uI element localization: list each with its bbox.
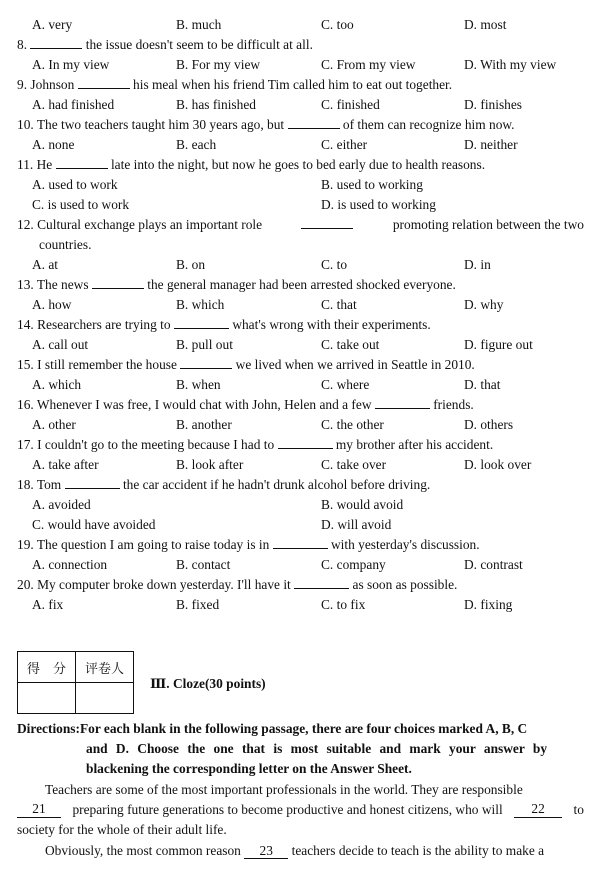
option-d[interactable]: D. finishes	[464, 97, 523, 112]
question-text: Whenever I was free, I would chat with John, Helen and a few	[36, 397, 372, 412]
question-number: 20.	[17, 577, 34, 592]
answer-blank[interactable]	[375, 397, 430, 409]
directions-label: Directions:	[17, 721, 80, 736]
option-d[interactable]: D. figure out	[464, 337, 533, 352]
option-d[interactable]: D. in	[464, 257, 491, 272]
question-number: 15.	[17, 357, 34, 372]
question-text: the car accident if he hadn't drunk alcohol before driving.	[122, 477, 431, 492]
option-c[interactable]: C. to fix	[321, 597, 366, 612]
question-text: The news	[36, 277, 89, 292]
option-a[interactable]: A. none	[32, 137, 75, 152]
blank-23[interactable]: 23	[244, 844, 288, 859]
option-b[interactable]: B. has finished	[176, 97, 256, 112]
option-c[interactable]: C. finished	[321, 97, 380, 112]
question-text: I still remember the house	[37, 357, 177, 372]
option-d[interactable]: D. contrast	[464, 557, 523, 572]
question-text: He	[36, 157, 53, 172]
option-b[interactable]: B. when	[176, 377, 221, 392]
question-text: what's wrong with their experiments.	[232, 317, 431, 332]
question-stem	[17, 217, 584, 233]
passage-line: Teachers are some of the most important professionals in the world. They are responsible	[45, 782, 523, 797]
option-b[interactable]: B. contact	[176, 557, 231, 572]
option-a[interactable]: A. avoided	[32, 497, 91, 512]
question-text: his meal when his friend Tim called him to eat out together.	[133, 77, 453, 92]
passage-line	[45, 843, 544, 859]
question-stem	[17, 277, 456, 293]
stem-start	[17, 217, 262, 233]
option-a[interactable]: A. In my view	[32, 57, 110, 72]
passage-text: Obviously, the most common reason	[45, 843, 241, 858]
question-text: Tom	[36, 477, 62, 492]
option-b[interactable]: B. For my view	[176, 57, 261, 72]
question-number: 8.	[17, 37, 28, 52]
directions-line: and D. Choose the one that is most suitable and mark your answer by	[86, 741, 548, 756]
option-d[interactable]: D. fixing	[464, 597, 513, 612]
question-stem	[17, 577, 457, 593]
option-b[interactable]: B. another	[176, 417, 232, 432]
answer-blank[interactable]	[273, 537, 328, 549]
answer-blank[interactable]	[301, 217, 353, 229]
question-text: of them can recognize him now.	[342, 117, 515, 132]
answer-blank[interactable]	[294, 577, 349, 589]
question-text: My computer broke down yesterday. I'll have it	[37, 577, 291, 592]
option-b[interactable]: B. which	[176, 297, 225, 312]
option-d[interactable]: D. that	[464, 377, 501, 392]
question-text: Cultural exchange plays an important role	[37, 217, 263, 232]
option-a[interactable]: A. which	[32, 377, 82, 392]
question-continuation: countries.	[39, 237, 92, 252]
answer-blank[interactable]	[180, 357, 232, 369]
option-b[interactable]: B. used to working	[321, 177, 423, 192]
option-c[interactable]: C. take over	[321, 457, 387, 472]
option-d[interactable]: D. With my view	[464, 57, 557, 72]
question-text: Researchers are trying to	[37, 317, 171, 332]
question-text: Johnson	[30, 77, 75, 92]
answer-blank[interactable]	[278, 437, 333, 449]
option-d[interactable]: D. look over	[464, 457, 532, 472]
question-stem	[17, 537, 480, 553]
question-number: 11.	[17, 157, 34, 172]
question-text: The question I am going to raise today is in	[36, 537, 270, 552]
question-number: 18.	[17, 477, 34, 492]
blank-22[interactable]: 22	[514, 802, 562, 818]
grader-label: 评卷人	[76, 652, 134, 683]
question-text: The two teachers taught him 30 years ago, but	[36, 117, 285, 132]
passage-line	[17, 802, 584, 818]
answer-blank[interactable]	[65, 477, 120, 489]
answer-blank[interactable]	[92, 277, 144, 289]
directions-line	[17, 721, 527, 737]
option-c[interactable]: C. to	[321, 257, 348, 272]
option-d[interactable]: D. is used to working	[321, 197, 436, 212]
question-stem	[17, 317, 431, 333]
question-number: 13.	[17, 277, 34, 292]
option-a[interactable]: A. other	[32, 417, 76, 432]
option-c[interactable]: C. where	[321, 377, 370, 392]
answer-blank[interactable]	[174, 317, 229, 329]
question-number: 19.	[17, 537, 34, 552]
question-stem	[17, 357, 475, 373]
question-number: 10.	[17, 117, 34, 132]
answer-blank[interactable]	[56, 157, 108, 169]
question-text: as soon as possible.	[352, 577, 458, 592]
question-text: late into the night, but now he goes to bed early due to health reasons.	[110, 157, 486, 172]
question-number: 14.	[17, 317, 34, 332]
passage-line: society for the whole of their adult life.	[17, 822, 227, 837]
option-c[interactable]: C. From my view	[321, 57, 416, 72]
option-a[interactable]: A. at	[32, 257, 59, 272]
question-text: with yesterday's discussion.	[331, 537, 480, 552]
option-b[interactable]: B. look after	[176, 457, 244, 472]
option-c[interactable]: C. either	[321, 137, 368, 152]
question-text: my brother after his accident.	[335, 437, 494, 452]
option-c[interactable]: C. take out	[321, 337, 380, 352]
option-b[interactable]: B. each	[176, 137, 217, 152]
option-d[interactable]: D. neither	[464, 137, 518, 152]
option-d[interactable]: D. why	[464, 297, 504, 312]
question-text: we lived when we arrived in Seattle in 2010.	[235, 357, 475, 372]
directions-text: For each blank in the following passage, there are four choices marked A, B, C	[79, 721, 528, 736]
option-a[interactable]: A. take after	[32, 457, 99, 472]
score-label: 得 分	[18, 652, 76, 683]
option-c[interactable]: C. the other	[321, 417, 384, 432]
question-text: friends.	[433, 397, 474, 412]
option-a[interactable]: A. connection	[32, 557, 108, 572]
question-text: I couldn't go to the meeting because I had to	[37, 437, 275, 452]
question-stem	[17, 37, 313, 53]
question-stem	[17, 117, 515, 133]
score-cell[interactable]	[18, 683, 76, 714]
answer-blank[interactable]	[288, 117, 340, 129]
passage-text: teachers decide to teach is the ability to make a	[291, 843, 545, 858]
option-c: C. too	[321, 17, 354, 32]
option-a[interactable]: A. had finished	[32, 97, 115, 112]
option-a[interactable]: A. used to work	[32, 177, 118, 192]
option-d: D. most	[464, 17, 507, 32]
option-a[interactable]: A. how	[32, 297, 72, 312]
question-number: 17.	[17, 437, 34, 452]
question-number: 9.	[17, 77, 28, 92]
option-c[interactable]: C. that	[321, 297, 357, 312]
option-a[interactable]: A. call out	[32, 337, 89, 352]
option-c[interactable]: C. company	[321, 557, 386, 572]
section-title: Ⅲ. Cloze(30 points)	[150, 676, 266, 691]
question-stem	[17, 397, 474, 413]
question-stem	[17, 157, 485, 173]
answer-blank[interactable]	[30, 37, 82, 49]
blank-21[interactable]: 21	[17, 802, 61, 818]
grader-cell[interactable]	[76, 683, 134, 714]
question-stem	[17, 77, 452, 93]
directions-line: blackening the corresponding letter on the Answer Sheet.	[86, 761, 412, 776]
passage-text: preparing future generations to become productive and honest citizens, who will	[72, 802, 503, 817]
option-b[interactable]: B. on	[176, 257, 206, 272]
option-b[interactable]: B. would avoid	[321, 497, 404, 512]
option-c[interactable]: C. would have avoided	[32, 517, 156, 532]
option-b[interactable]: B. pull out	[176, 337, 233, 352]
question-text: the general manager had been arrested shocked everyone.	[147, 277, 456, 292]
passage-text: to	[573, 802, 584, 817]
option-a: A. very	[32, 17, 73, 32]
score-box	[17, 651, 134, 714]
option-d[interactable]: D. will avoid	[321, 517, 392, 532]
option-b: B. much	[176, 17, 222, 32]
question-text: promoting relation between the two	[392, 217, 584, 232]
question-stem	[17, 437, 493, 453]
option-b[interactable]: B. fixed	[176, 597, 220, 612]
question-number: 16.	[17, 397, 34, 412]
answer-blank[interactable]	[78, 77, 130, 89]
question-stem	[17, 477, 430, 493]
option-d[interactable]: D. others	[464, 417, 514, 432]
question-number: 12.	[17, 217, 34, 232]
question-text: the issue doesn't seem to be difficult at all.	[85, 37, 313, 52]
option-a[interactable]: A. fix	[32, 597, 64, 612]
option-c[interactable]: C. is used to work	[32, 197, 130, 212]
